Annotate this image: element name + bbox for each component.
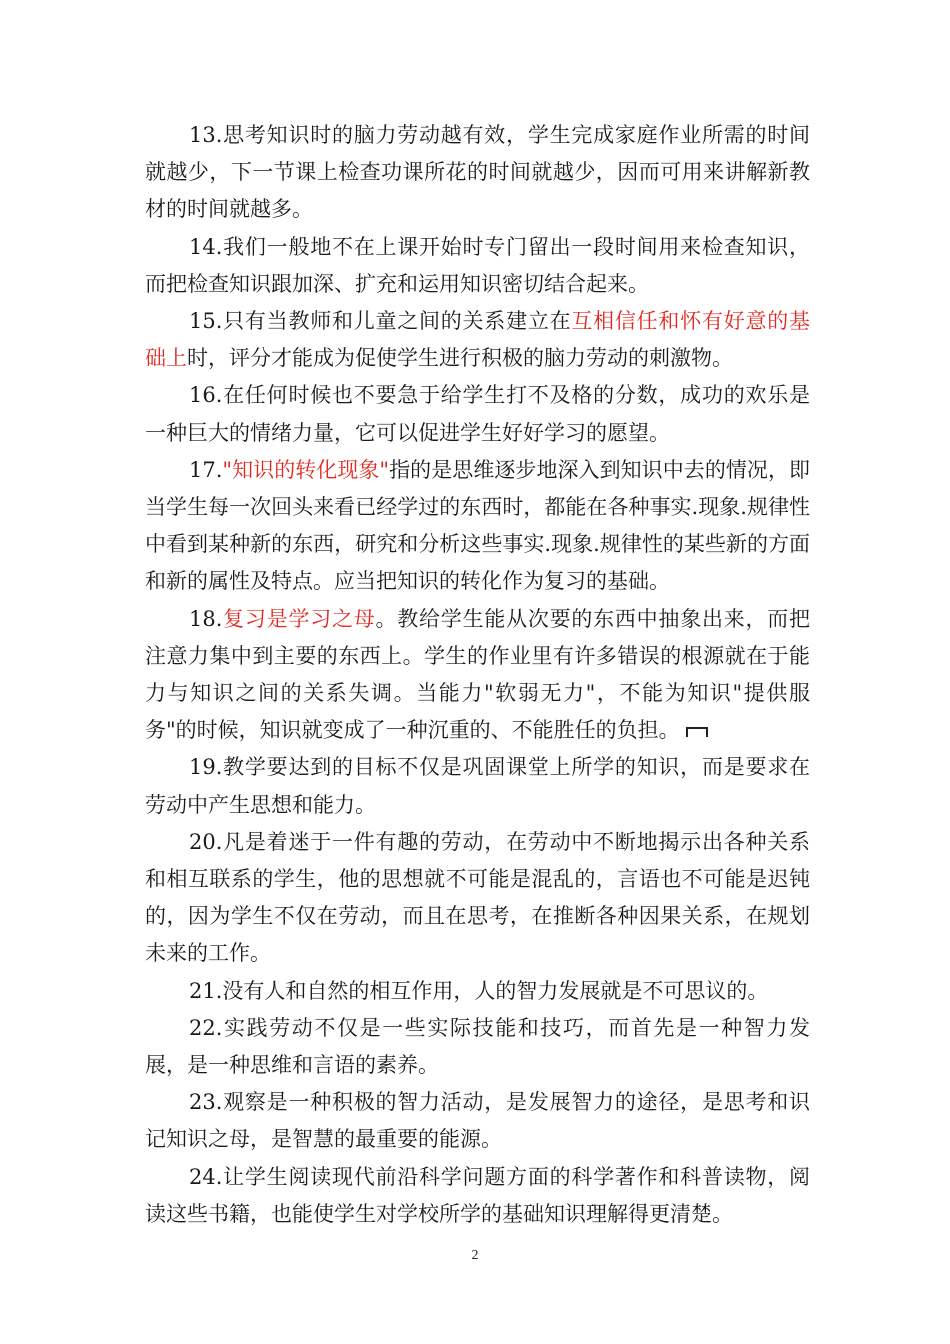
paragraph-17-text: 指的是思维逐步地深入到知识中去的情况，即当学生每一次回头来看已经学过的东西时，都能在各种事实.现象.规律性中看到某种新的东西，研究和分析这些事实.现象.规律性的某些新的方面和新的属性及特点。应当把知识的转化作为复习的基础。 bbox=[145, 457, 810, 594]
paragraph-21 bbox=[145, 973, 810, 1010]
bracket-mark-icon bbox=[686, 727, 708, 737]
paragraph-21-text: 21.没有人和自然的相互作用，人的智力发展就是不可思议的。 bbox=[189, 978, 769, 1003]
paragraph-20 bbox=[145, 824, 810, 973]
paragraph-13-text: 13.思考知识时的脑力劳动越有效，学生完成家庭作业所需的时间就越少，下一节课上检查功课所花的时间就越少，因而可用来讲解新教材的时间就越多。 bbox=[145, 123, 810, 222]
page-number: 2 bbox=[471, 1248, 479, 1263]
paragraph-24-text: 24.让学生阅读现代前沿科学问题方面的科学著作和科普读物，阅读这些书籍，也能使学生对学校所学的基础知识理解得更清楚。 bbox=[145, 1164, 810, 1226]
paragraph-22-text: 22.实践劳动不仅是一些实际技能和技巧，而首先是一种智力发展，是一种思维和言语的素养。 bbox=[145, 1015, 810, 1078]
paragraph-17-highlight: "知识的转化现象" bbox=[222, 457, 390, 482]
paragraph-23-text: 23.观察是一种积极的智力活动，是发展智力的途径，是思考和识记知识之母，是智慧的最重要的能源。 bbox=[145, 1090, 810, 1152]
paragraph-18-highlight: 复习是学习之母 bbox=[222, 606, 376, 631]
paragraph-22 bbox=[145, 1010, 810, 1084]
paragraph-19 bbox=[145, 749, 810, 823]
paragraph-15-text-b: 时，评分才能成为促使学生进行积极的脑力劳动的刺激物。 bbox=[187, 346, 733, 371]
paragraph-18-text: 。教给学生能从次要的东西中抽象出来，而把注意力集中到主要的东西上。学生的作业里有许多错误的根源就在于能力与知识之间的关系失调。当能力"软弱无力"，不能为知识"提供服务"的时候，知识就变成了一种沉重的、不能胜任的负担。 bbox=[145, 606, 811, 743]
paragraph-17-number: 17. bbox=[189, 457, 223, 482]
paragraph-18-number: 18. bbox=[189, 606, 223, 631]
paragraph-15-text-a: 15.只有当教师和儿童之间的关系建立在 bbox=[189, 309, 572, 334]
paragraph-15-highlight: 互相信任和怀有好意的基础上 bbox=[145, 309, 811, 371]
paragraph-16 bbox=[145, 377, 810, 451]
paragraph-20-text: 20.凡是着迷于一件有趣的劳动，在劳动中不断地揭示出各种关系和相互联系的学生，他的思想就不可能是混乱的，言语也不可能是迟钝的，因为学生不仅在劳动，而且在思考，在推断各种因果关系，在规划未来的工作。 bbox=[145, 829, 810, 966]
paragraph-19-text: 19.教学要达到的目标不仅是巩固课堂上所学的知识，而是要求在劳动中产生思想和能力。 bbox=[145, 755, 810, 817]
paragraph-18 bbox=[145, 601, 810, 750]
paragraph-15 bbox=[145, 303, 810, 377]
paragraph-24 bbox=[145, 1159, 810, 1233]
paragraph-14 bbox=[145, 229, 810, 303]
document-body bbox=[145, 117, 810, 1233]
paragraph-13 bbox=[145, 117, 810, 229]
paragraph-17 bbox=[145, 452, 810, 601]
paragraph-16-text: 16.在任何时候也不要急于给学生打不及格的分数，成功的欢乐是一种巨大的情绪力量，它可以促进学生好好学习的愿望。 bbox=[145, 383, 810, 445]
paragraph-23 bbox=[145, 1084, 810, 1158]
paragraph-14-text: 14.我们一般地不在上课开始时专门留出一段时间用来检查知识，而把检查知识跟加深、扩充和运用知识密切结合起来。 bbox=[145, 234, 810, 296]
